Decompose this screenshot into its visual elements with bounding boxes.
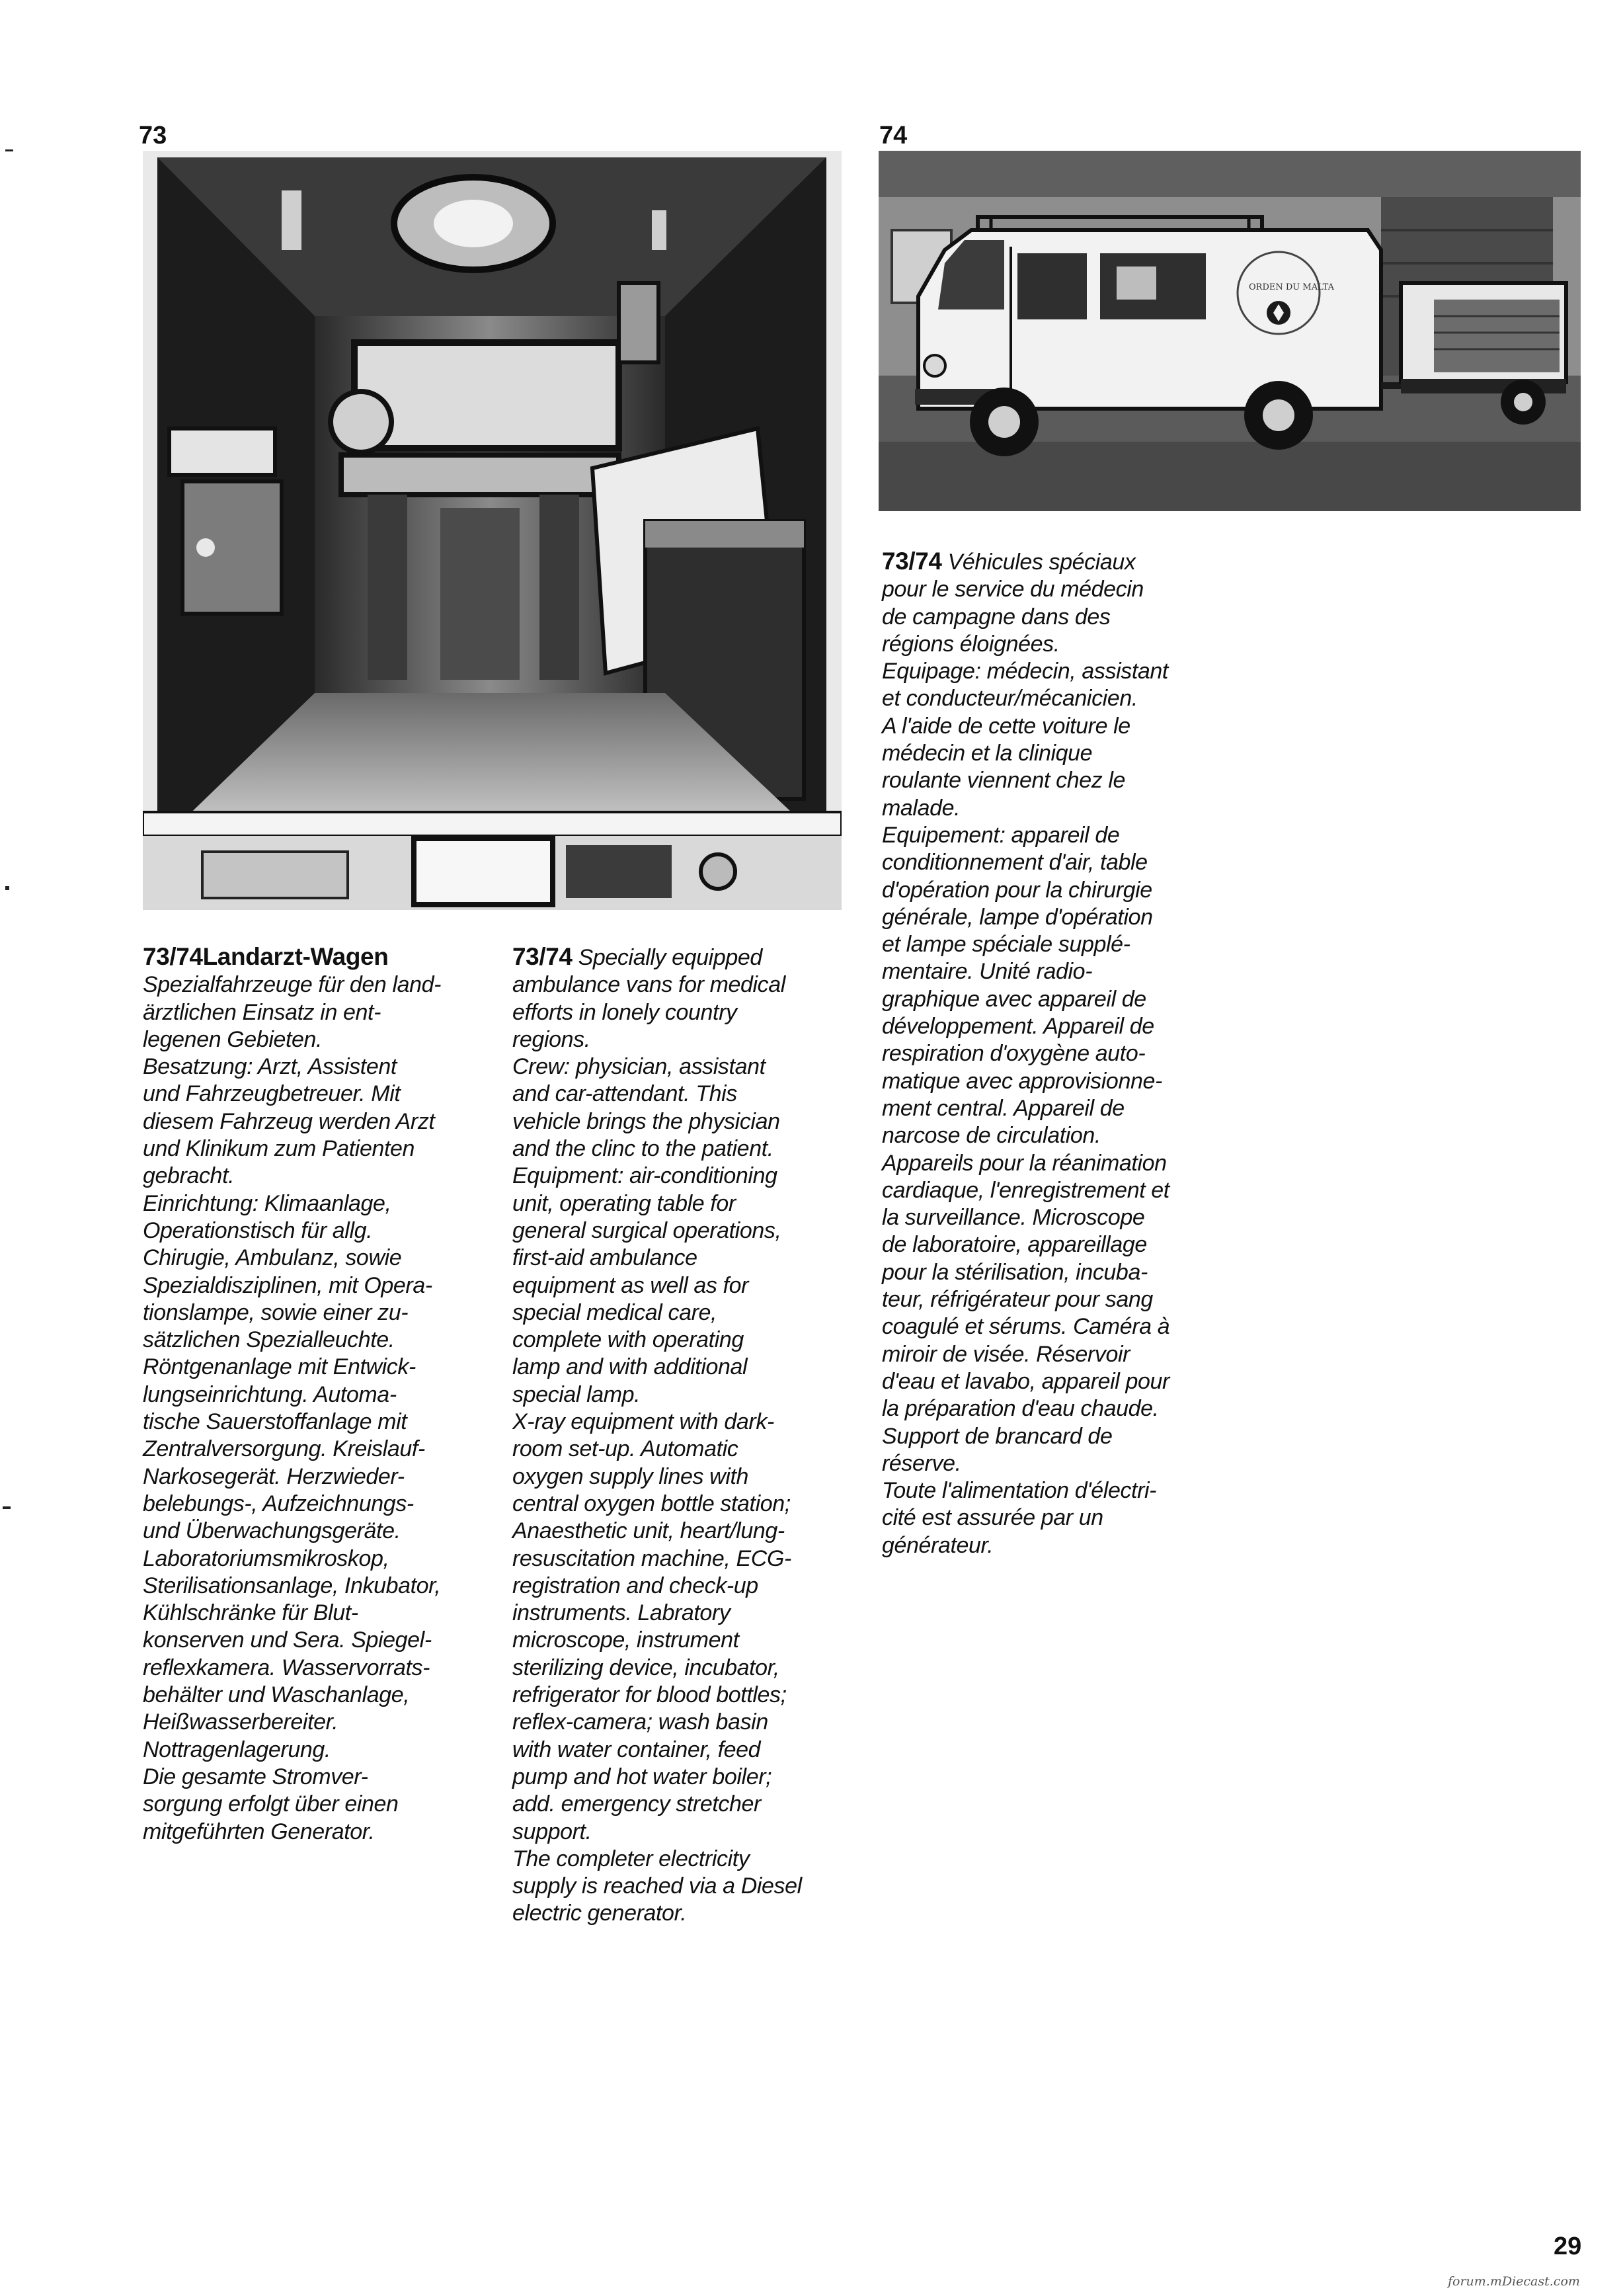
caption-french-heading-number: 73/74	[882, 548, 942, 575]
caption-german-line: reflexkamera. Wasservorrats-	[143, 1655, 430, 1680]
caption-french-line: miroir de visée. Réservoir	[882, 1341, 1130, 1367]
caption-english-line: complete with operating	[512, 1327, 744, 1353]
caption-german-line: tionslampe, sowie einer zu-	[143, 1299, 409, 1325]
caption-english-line: and car-attendant. This	[512, 1081, 737, 1107]
caption-english-line: room set-up. Automatic	[512, 1436, 738, 1462]
caption-german-line: Nottragenlagerung.	[143, 1737, 331, 1762]
caption-english-line: first-aid ambulance	[512, 1245, 697, 1271]
caption-english-line: The completer electricity	[512, 1846, 750, 1871]
caption-english-line: X-ray equipment with dark-	[512, 1409, 774, 1435]
caption-german-line: Besatzung: Arzt, Assistent	[143, 1054, 397, 1080]
caption-english-line: instruments. Labratory	[512, 1600, 731, 1626]
caption-english-body	[512, 971, 869, 1927]
caption-german-line: gebracht.	[143, 1163, 235, 1189]
caption-english-line: central oxygen bottle station;	[512, 1491, 791, 1516]
caption-german-heading-number: 73/74	[143, 943, 203, 970]
caption-english-line: special lamp.	[512, 1381, 641, 1407]
caption-french-line: Equipement: appareil de	[882, 822, 1120, 848]
caption-french-line: cardiaque, l'enregistrement et	[882, 1177, 1169, 1203]
caption-french-line: la surveillance. Microscope	[882, 1205, 1145, 1231]
caption-english-line: regions.	[512, 1026, 590, 1052]
caption-english-line: pump and hot water boiler;	[512, 1764, 772, 1789]
caption-french-line: la préparation d'eau chaude.	[882, 1396, 1159, 1422]
caption-english	[512, 943, 869, 1928]
caption-french-line: Toute l'alimentation d'électri-	[882, 1478, 1157, 1504]
caption-french-line: Equipage: médecin, assistant	[882, 659, 1168, 684]
caption-french-line: de laboratoire, appareillage	[882, 1232, 1147, 1258]
caption-french-line: roulante viennent chez le	[882, 768, 1126, 794]
caption-english-line: Anaesthetic unit, heart/lung-	[512, 1518, 785, 1544]
van-exterior-photo	[879, 151, 1581, 511]
ambulance-interior-photo	[143, 151, 842, 910]
page-number: 29	[1554, 2233, 1582, 2260]
caption-german-line: Röntgenanlage mit Entwick-	[143, 1354, 416, 1380]
caption-french-line: mentaire. Unité radio-	[882, 959, 1093, 985]
caption-german-line: behälter und Waschanlage,	[143, 1682, 410, 1708]
caption-english-line: registration and check-up	[512, 1573, 758, 1598]
caption-french-line: générale, lampe d'opération	[882, 904, 1153, 930]
caption-german-line: legenen Gebieten.	[143, 1026, 323, 1052]
caption-french-line: pour la stérilisation, incuba-	[882, 1259, 1148, 1285]
caption-german-line: sorgung erfolgt über einen	[143, 1791, 399, 1817]
van-lettering: ORDEN DU MALTA	[1249, 282, 1334, 292]
caption-english-line: oxygen supply lines with	[512, 1463, 749, 1489]
caption-french-line: respiration d'oxygène auto-	[882, 1041, 1146, 1067]
caption-german-line: mitgeführten Generator.	[143, 1819, 375, 1844]
caption-german-line: Chirugie, Ambulanz, sowie	[143, 1245, 402, 1271]
caption-english-line: microscope, instrument	[512, 1627, 739, 1653]
caption-german-line: Operationstisch für allg.	[143, 1217, 373, 1243]
caption-french-line: ment central. Appareil de	[882, 1095, 1125, 1121]
caption-english-line: refrigerator for blood bottles;	[512, 1682, 787, 1708]
caption-french	[882, 548, 1239, 1559]
caption-french-line: et lampe spéciale supplé-	[882, 932, 1130, 958]
figure-number-73: 73	[139, 122, 167, 149]
caption-french-line: médecin et la clinique	[882, 741, 1093, 766]
caption-german-body	[143, 971, 500, 1846]
caption-french-line: Appareils pour la réanimation	[882, 1150, 1167, 1176]
caption-english-line: sterilizing device, incubator,	[512, 1655, 779, 1680]
caption-german-line: und Fahrzeugbetreuer. Mit	[143, 1081, 401, 1107]
caption-english-line: support.	[512, 1819, 592, 1844]
caption-english-line: ambulance vans for medical	[512, 972, 785, 998]
caption-german-line: Spezialdisziplinen, mit Opera-	[143, 1272, 432, 1298]
caption-french-line: et conducteur/mécanicien.	[882, 686, 1138, 712]
caption-french-line: générateur.	[882, 1532, 994, 1558]
caption-german-line: Einrichtung: Klimaanlage,	[143, 1190, 391, 1216]
caption-german	[143, 943, 500, 1846]
caption-french-line: malade.	[882, 795, 961, 821]
caption-german-heading	[143, 943, 500, 971]
caption-german-line: belebungs-, Aufzeichnungs-	[143, 1491, 414, 1516]
caption-french-first-line	[882, 548, 1239, 576]
caption-french-intro: Véhicules spéciaux	[947, 550, 1136, 575]
caption-german-line: und Überwachungsgeräte.	[143, 1518, 401, 1544]
scan-speck	[5, 886, 9, 890]
caption-french-line: matique avec approvisionne-	[882, 1068, 1162, 1094]
caption-french-line: d'opération pour la chirurgie	[882, 877, 1152, 903]
caption-french-line: d'eau et lavabo, appareil pour	[882, 1368, 1169, 1394]
caption-german-line: Kühlschränke für Blut-	[143, 1600, 358, 1626]
caption-german-line: Heißwasserbereiter.	[143, 1709, 338, 1735]
caption-english-heading-number: 73/74	[512, 943, 573, 970]
caption-german-line: Narkosegerät. Herzwieder-	[143, 1463, 405, 1489]
caption-english-line: special medical care,	[512, 1299, 717, 1325]
caption-french-line: Support de brancard de	[882, 1423, 1113, 1449]
caption-german-line: sätzlichen Spezialleuchte.	[143, 1327, 395, 1353]
caption-french-line: A l'aide de cette voiture le	[882, 713, 1130, 739]
caption-german-line: Die gesamte Stromver-	[143, 1764, 368, 1789]
caption-english-line: efforts in lonely country	[512, 999, 737, 1025]
caption-german-line: ärztlichen Einsatz in ent-	[143, 999, 381, 1025]
caption-french-line: teur, réfrigérateur pour sang	[882, 1287, 1153, 1313]
caption-french-line: régions éloignées.	[882, 631, 1060, 657]
caption-french-line: développement. Appareil de	[882, 1014, 1154, 1040]
caption-french-line: conditionnement d'air, table	[882, 850, 1148, 876]
scan-speck	[3, 1506, 11, 1509]
caption-english-line: vehicle brings the physician	[512, 1108, 780, 1134]
caption-german-line: diesem Fahrzeug werden Arzt	[143, 1108, 435, 1134]
caption-german-heading-title: Landarzt-Wagen	[202, 943, 389, 970]
caption-french-line: cité est assurée par un	[882, 1505, 1103, 1531]
caption-english-intro: Specially equipped	[578, 945, 762, 970]
caption-english-line: lamp and with additional	[512, 1354, 748, 1380]
caption-french-line: de campagne dans des	[882, 604, 1111, 630]
caption-english-line: electric generator.	[512, 1901, 687, 1926]
caption-german-line: lungseinrichtung. Automa-	[143, 1381, 397, 1407]
caption-english-line: general surgical operations,	[512, 1217, 781, 1243]
caption-english-line: and the clinc to the patient.	[512, 1136, 773, 1162]
caption-german-line: tische Sauerstoffanlage mit	[143, 1409, 407, 1435]
caption-french-line: graphique avec appareil de	[882, 986, 1146, 1012]
watermark: forum.mDiecast.com	[1448, 2274, 1580, 2289]
caption-english-line: Crew: physician, assistant	[512, 1054, 766, 1080]
caption-german-line: konserven und Sera. Spiegel-	[143, 1627, 432, 1653]
scan-speck	[5, 149, 13, 151]
caption-french-line: pour le service du médecin	[882, 577, 1144, 602]
caption-german-line: Laboratoriumsmikroskop,	[143, 1545, 389, 1571]
caption-english-line: resuscitation machine, ECG-	[512, 1545, 791, 1571]
caption-english-line: Equipment: air-conditioning	[512, 1163, 777, 1189]
caption-german-line: Sterilisationsanlage, Inkubator,	[143, 1573, 441, 1598]
caption-english-first-line	[512, 943, 869, 971]
caption-english-line: supply is reached via a Diesel	[512, 1873, 802, 1899]
caption-english-line: with water container, feed	[512, 1737, 761, 1762]
caption-english-line: equipment as well as for	[512, 1272, 749, 1298]
caption-french-line: coagulé et sérums. Caméra à	[882, 1314, 1170, 1340]
figure-number-74: 74	[879, 122, 908, 149]
caption-german-line: Zentralversorgung. Kreislauf-	[143, 1436, 425, 1462]
caption-french-line: réserve.	[882, 1450, 961, 1476]
caption-german-line: Spezialfahrzeuge für den land-	[143, 972, 442, 998]
caption-english-line: unit, operating table for	[512, 1190, 736, 1216]
caption-english-line: reflex-camera; wash basin	[512, 1709, 768, 1735]
caption-german-line: und Klinikum zum Patienten	[143, 1136, 415, 1162]
caption-english-line: add. emergency stretcher	[512, 1791, 761, 1817]
caption-french-line: narcose de circulation.	[882, 1123, 1101, 1149]
caption-french-body	[882, 576, 1239, 1559]
